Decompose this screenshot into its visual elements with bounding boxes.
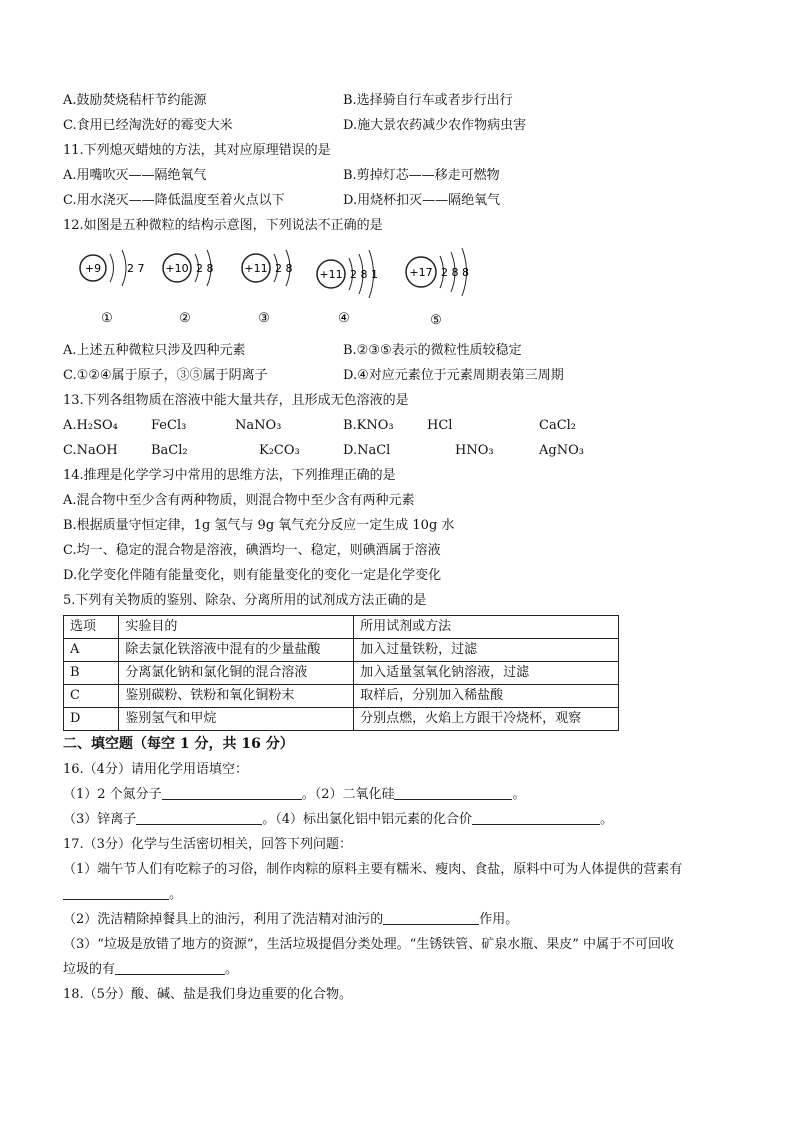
q16-blank-1[interactable] xyxy=(162,785,302,800)
q13-stem: 13.下列各组物质在溶液中能大量共存，且形成无色溶液的是 xyxy=(63,393,409,408)
atom-5-nucleus: +17 xyxy=(409,266,433,279)
q15-stem: 5.下列有关物质的鉴别、除杂、分离所用的试剂成方法正确的是 xyxy=(63,593,427,608)
q11-row-2 xyxy=(63,188,733,213)
q14-option-b: B.根据质量守恒定律，1g 氢气与 9g 氧气充分反应一定生成 10g 水 xyxy=(63,518,455,533)
q16-line-2 xyxy=(63,807,733,832)
q16-line-1 xyxy=(63,782,733,807)
atom-4-label: ④ xyxy=(338,311,350,326)
atom-2-label: ② xyxy=(179,311,191,326)
atom-3-label: ③ xyxy=(258,311,270,326)
q11-stem: 11.下列熄灭蜡烛的方法，其对应原理错误的是 xyxy=(63,143,331,158)
atom-2-shells: 2 8 xyxy=(196,262,214,275)
q18-stem: 18.（5分）酸、碱、盐是我们身边重要的化合物。 xyxy=(63,987,352,1002)
atom-diagram-4-svg xyxy=(315,244,395,334)
q16-part-2: 。（2）二氧化硅 xyxy=(301,787,395,802)
q12-row-2 xyxy=(63,363,733,388)
atom-diagram-4 xyxy=(315,244,395,334)
q13-r1-c6: CaCl₂ xyxy=(539,418,577,433)
q13-r1-c3: NaNO₃ xyxy=(235,418,282,433)
q17-line-3b xyxy=(63,957,733,982)
atom-diagram-3 xyxy=(241,244,321,334)
table-cell: 加入适量氢氧化钠溶液，过滤 xyxy=(354,662,619,685)
q17-part-1: （1）端午节人们有吃粽子的习俗，制作肉粽的原料主要有糯米、瘦肉、食盐，原料中可为人体提供的营素有 xyxy=(63,862,683,877)
q17-part-3-end: 。 xyxy=(225,962,239,977)
q16-part-3: （3）锌离子 xyxy=(63,812,137,827)
atom-4-shells: 2 8 1 xyxy=(350,268,378,281)
q17-line-1b xyxy=(63,882,733,907)
q13-r2-c1: C.NaOH xyxy=(63,443,118,458)
q10-option-d: D.施大景农药减少农作物病虫害 xyxy=(343,118,527,133)
table-row xyxy=(64,662,619,685)
atom-diagram-1-svg xyxy=(77,244,157,334)
q17-part-2: （2）洗洁精除掉餐具上的油污，利用了洗洁精对油污的 xyxy=(63,912,384,927)
atom-diagram-2-svg xyxy=(163,244,243,334)
q13-r1-c4: B.KNO₃ xyxy=(343,418,394,433)
table-cell: 除去氯化铁溶液中混有的少量盐酸 xyxy=(119,639,354,662)
q12-option-a: A.上述五种微粒只涉及四种元素 xyxy=(63,343,246,358)
atom-diagram-2 xyxy=(163,244,243,334)
q16-part-2-end: 。 xyxy=(512,787,526,802)
q12-option-d: D.④对应元素位于元素周期表第三周期 xyxy=(343,368,564,383)
q14-option-d: D.化学变化伴随有能量变化，则有能量变化的变化一定是化学变化 xyxy=(63,568,442,583)
table-cell: 鉴别碳粉、铁粉和氧化铜粉末 xyxy=(119,685,354,708)
atom-2-nucleus: +10 xyxy=(165,262,189,275)
q13-r1-c2: FeCl₃ xyxy=(151,418,187,433)
q13-r2-c2: BaCl₂ xyxy=(151,443,188,458)
q13-row-2 xyxy=(63,438,733,463)
q11-row-1 xyxy=(63,163,733,188)
q10-row-1 xyxy=(63,88,733,113)
table-cell: A xyxy=(64,639,119,662)
q11-option-b: B.剪掉灯芯——移走可燃物 xyxy=(343,168,500,183)
atom-1-label: ① xyxy=(101,311,113,326)
q12-stem: 12.如图是五种微粒的结构示意图，下列说法不正确的是 xyxy=(63,218,383,233)
q12-option-c: C.①②④属于原子，③⑤属于阴离子 xyxy=(63,368,268,383)
table-header-option: 选项 xyxy=(64,616,119,639)
table-cell: 取样后，分别加入稀盐酸 xyxy=(354,685,619,708)
q17-part-2-end: 作用。 xyxy=(479,912,519,927)
q17-line-2 xyxy=(63,907,733,932)
table-cell: 分别点燃，火焰上方跟干冷烧杯，观察 xyxy=(354,708,619,731)
atom-4-nucleus: +11 xyxy=(319,268,343,281)
q15-table xyxy=(63,615,619,731)
q17-part-3b: 垃圾的有 xyxy=(63,962,116,977)
q13-r1-c5: HCl xyxy=(427,418,453,433)
q16-stem: 16.（4分）请用化学用语填空： xyxy=(63,762,248,777)
q17-blank-3[interactable] xyxy=(115,960,225,975)
table-cell: 分离氯化钠和氯化铜的混合溶液 xyxy=(119,662,354,685)
section-title: 二、填空题（每空 1 分，共 16 分） xyxy=(63,736,294,752)
table-cell: B xyxy=(64,662,119,685)
table-cell: D xyxy=(64,708,119,731)
table-row xyxy=(64,685,619,708)
q13-r2-c4: D.NaCl xyxy=(343,443,391,458)
table-header-row xyxy=(64,616,619,639)
table-row xyxy=(64,708,619,731)
q14-option-a: A.混合物中至少含有两种物质，则混合物中至少含有两种元素 xyxy=(63,493,415,508)
q16-part-4: 。（4）标出氯化铝中铝元素的化合价 xyxy=(262,812,473,827)
table-cell: C xyxy=(64,685,119,708)
q17-blank-1[interactable] xyxy=(63,885,169,900)
atom-diagram-3-svg xyxy=(241,244,321,334)
q13-r2-c3: K₂CO₃ xyxy=(259,443,300,458)
table-cell: 鉴别氢气和甲烷 xyxy=(119,708,354,731)
atom-diagram-5-svg xyxy=(403,244,483,334)
q10-option-c: C.食用已经淘洗好的霉变大米 xyxy=(63,118,233,133)
atom-diagram-5 xyxy=(403,244,483,334)
atom-5-label: ⑤ xyxy=(430,313,442,328)
q14-stem: 14.推理是化学学习中常用的思维方法，下列推理正确的是 xyxy=(63,468,396,483)
q11-option-c: C.用水浇灭——降低温度至着火点以下 xyxy=(63,193,285,208)
q17-stem: 17.（3分）化学与生活密切相关，回答下列问题： xyxy=(63,837,352,852)
atom-diagram-1 xyxy=(77,244,157,334)
q12-option-b: B.②③⑤表示的微粒性质较稳定 xyxy=(343,343,522,358)
atom-3-shells: 2 8 xyxy=(275,262,293,275)
table-cell: 加入过量铁粉，过滤 xyxy=(354,639,619,662)
atom-structure-diagrams xyxy=(63,238,733,338)
exam-page xyxy=(63,88,733,1007)
table-header-purpose: 实验目的 xyxy=(119,616,354,639)
q13-r1-c1: A.H₂SO₄ xyxy=(63,418,118,433)
q13-r2-c6: AgNO₃ xyxy=(539,443,584,458)
atom-1-nucleus: +9 xyxy=(84,262,102,275)
q10-option-a: A.鼓励焚烧秸杆节约能源 xyxy=(63,93,207,108)
q16-blank-2[interactable] xyxy=(394,785,512,800)
q10-row-2 xyxy=(63,113,733,138)
q17-part-1-end: 。 xyxy=(169,887,183,902)
atom-3-nucleus: +11 xyxy=(244,262,268,275)
q16-blank-3[interactable] xyxy=(136,810,262,825)
q16-blank-4[interactable] xyxy=(472,810,600,825)
q10-option-b: B.选择骑自行车或者步行出行 xyxy=(343,93,513,108)
atom-5-shells: 2 8 8 xyxy=(441,266,469,279)
q11-option-a: A.用嘴吹灭——隔绝氧气 xyxy=(63,168,207,183)
q16-part-4-end: 。 xyxy=(600,812,614,827)
q17-part-3: （3）“垃圾是放错了地方的资源”，生活垃圾提倡分类处理。“生锈铁管、矿泉水瓶、果皮” 中属于不可回收 xyxy=(63,937,674,952)
q13-row-1 xyxy=(63,413,733,438)
q11-option-d: D.用烧杯扣灭——隔绝氧气 xyxy=(343,193,501,208)
q13-r2-c5: HNO₃ xyxy=(455,443,494,458)
table-row xyxy=(64,639,619,662)
q12-row-1 xyxy=(63,338,733,363)
q17-blank-2[interactable] xyxy=(383,910,479,925)
q16-part-1: （1）2 个氮分子 xyxy=(63,787,162,802)
table-header-method: 所用试剂或方法 xyxy=(354,616,619,639)
atom-1-shells: 2 7 xyxy=(127,262,145,275)
q14-option-c: C.均一、稳定的混合物是溶液，碘酒均一、稳定，则碘酒属于溶液 xyxy=(63,543,441,558)
